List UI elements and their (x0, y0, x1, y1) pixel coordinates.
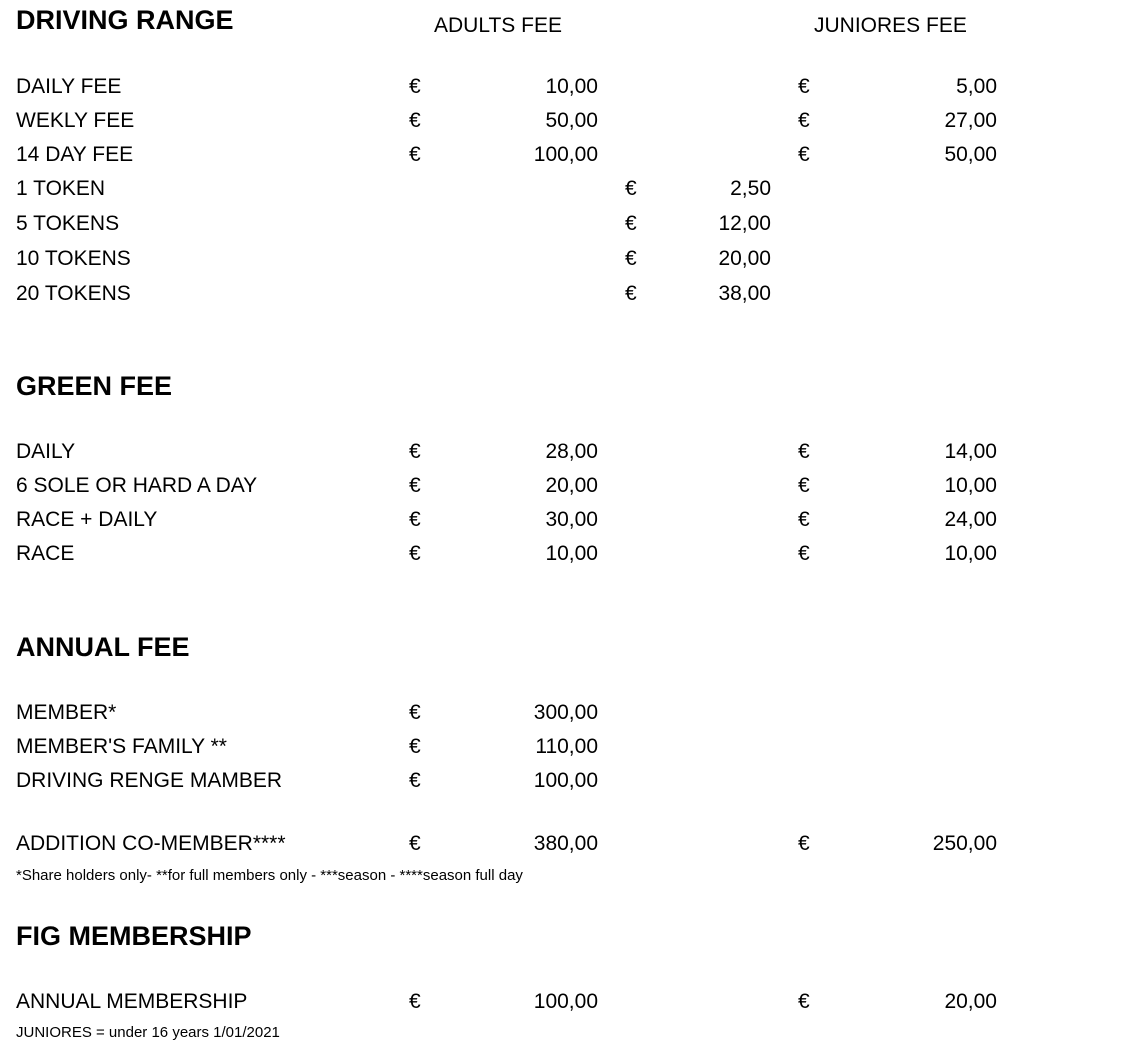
euro-symbol: € (798, 474, 810, 497)
token-price: 2,50 (730, 177, 771, 200)
adults-price: 300,00 (533, 701, 598, 724)
euro-symbol: € (798, 440, 810, 463)
token-label: 5 TOKENS (16, 212, 120, 235)
euro-symbol: € (409, 542, 421, 565)
euro-symbol: € (409, 109, 421, 132)
fee-label: DAILY (16, 440, 76, 463)
euro-symbol: € (409, 701, 421, 724)
euro-symbol: € (409, 735, 421, 758)
euro-symbol: € (409, 990, 421, 1013)
juniores-price: 250,00 (932, 832, 997, 855)
adults-price: 100,00 (533, 143, 598, 166)
adults-price: 10,00 (545, 542, 598, 565)
fee-row (0, 769, 1141, 799)
euro-symbol: € (798, 542, 810, 565)
fee-label: DAILY FEE (16, 75, 122, 98)
juniores-price: 5,00 (956, 75, 997, 98)
fee-label: DRIVING RENGE MAMBER (16, 769, 283, 792)
juniores-price: 10,00 (944, 542, 997, 565)
fee-label: 6 SOLE OR HARD A DAY (16, 474, 258, 497)
juniores-price: 27,00 (944, 109, 997, 132)
adults-price: 30,00 (545, 508, 598, 531)
adults-price: 50,00 (545, 109, 598, 132)
token-label: 20 TOKENS (16, 282, 131, 305)
adults-price: 100,00 (533, 990, 598, 1013)
section-title-annual-fee: ANNUAL FEE (16, 632, 190, 662)
token-label: 1 TOKEN (16, 177, 106, 200)
adults-price: 100,00 (533, 769, 598, 792)
fee-row (0, 143, 1141, 173)
fee-row (0, 440, 1141, 470)
adults-price: 10,00 (545, 75, 598, 98)
adults-price: 20,00 (545, 474, 598, 497)
fee-label: MEMBER* (16, 701, 117, 724)
token-row (0, 177, 1141, 207)
token-row (0, 212, 1141, 242)
section-title-green-fee: GREEN FEE (16, 371, 173, 401)
juniores-price: 24,00 (944, 508, 997, 531)
token-price: 12,00 (718, 212, 771, 235)
euro-symbol: € (798, 990, 810, 1013)
euro-symbol: € (625, 247, 637, 270)
fee-label: 14 DAY FEE (16, 143, 134, 166)
fee-label: MEMBER'S FAMILY ** (16, 735, 227, 758)
juniores-price: 20,00 (944, 990, 997, 1013)
euro-symbol: € (798, 143, 810, 166)
euro-symbol: € (409, 832, 421, 855)
adults-price: 28,00 (545, 440, 598, 463)
column-header-juniores: JUNIORES FEE (814, 14, 967, 37)
footnote: *Share holders only- **for full members only - ***season - ****season full day (16, 867, 523, 884)
section-title-fig-membership: FIG MEMBERSHIP (16, 921, 252, 951)
section-title-driving-range: DRIVING RANGE (16, 5, 234, 35)
fee-row (0, 701, 1141, 731)
fee-row (0, 508, 1141, 538)
fee-label: ANNUAL MEMBERSHIP (16, 990, 248, 1013)
fee-label: ADDITION CO-MEMBER**** (16, 832, 286, 855)
token-row (0, 247, 1141, 277)
fee-row (0, 542, 1141, 572)
juniores-price: 14,00 (944, 440, 997, 463)
juniores-price: 10,00 (944, 474, 997, 497)
fee-label: WEKLY FEE (16, 109, 135, 132)
euro-symbol: € (798, 109, 810, 132)
fee-row (0, 735, 1141, 765)
euro-symbol: € (409, 440, 421, 463)
token-price: 38,00 (718, 282, 771, 305)
token-price: 20,00 (718, 247, 771, 270)
euro-symbol: € (625, 212, 637, 235)
fee-row (0, 109, 1141, 139)
euro-symbol: € (625, 177, 637, 200)
adults-price: 110,00 (535, 735, 598, 758)
euro-symbol: € (409, 508, 421, 531)
fee-row-co-member (0, 832, 1141, 862)
fee-row (0, 474, 1141, 504)
euro-symbol: € (409, 474, 421, 497)
juniores-price: 50,00 (944, 143, 997, 166)
juniores-note: JUNIORES = under 16 years 1/01/2021 (16, 1024, 280, 1041)
token-row (0, 282, 1141, 312)
fee-label: RACE (16, 542, 75, 565)
token-label: 10 TOKENS (16, 247, 131, 270)
euro-symbol: € (798, 75, 810, 98)
euro-symbol: € (409, 75, 421, 98)
euro-symbol: € (798, 832, 810, 855)
euro-symbol: € (409, 769, 421, 792)
euro-symbol: € (409, 143, 421, 166)
column-header-adults: ADULTS FEE (434, 14, 562, 37)
euro-symbol: € (798, 508, 810, 531)
fee-row (0, 990, 1141, 1020)
fee-row (0, 75, 1141, 105)
fee-label: RACE + DAILY (16, 508, 158, 531)
adults-price: 380,00 (533, 832, 598, 855)
euro-symbol: € (625, 282, 637, 305)
